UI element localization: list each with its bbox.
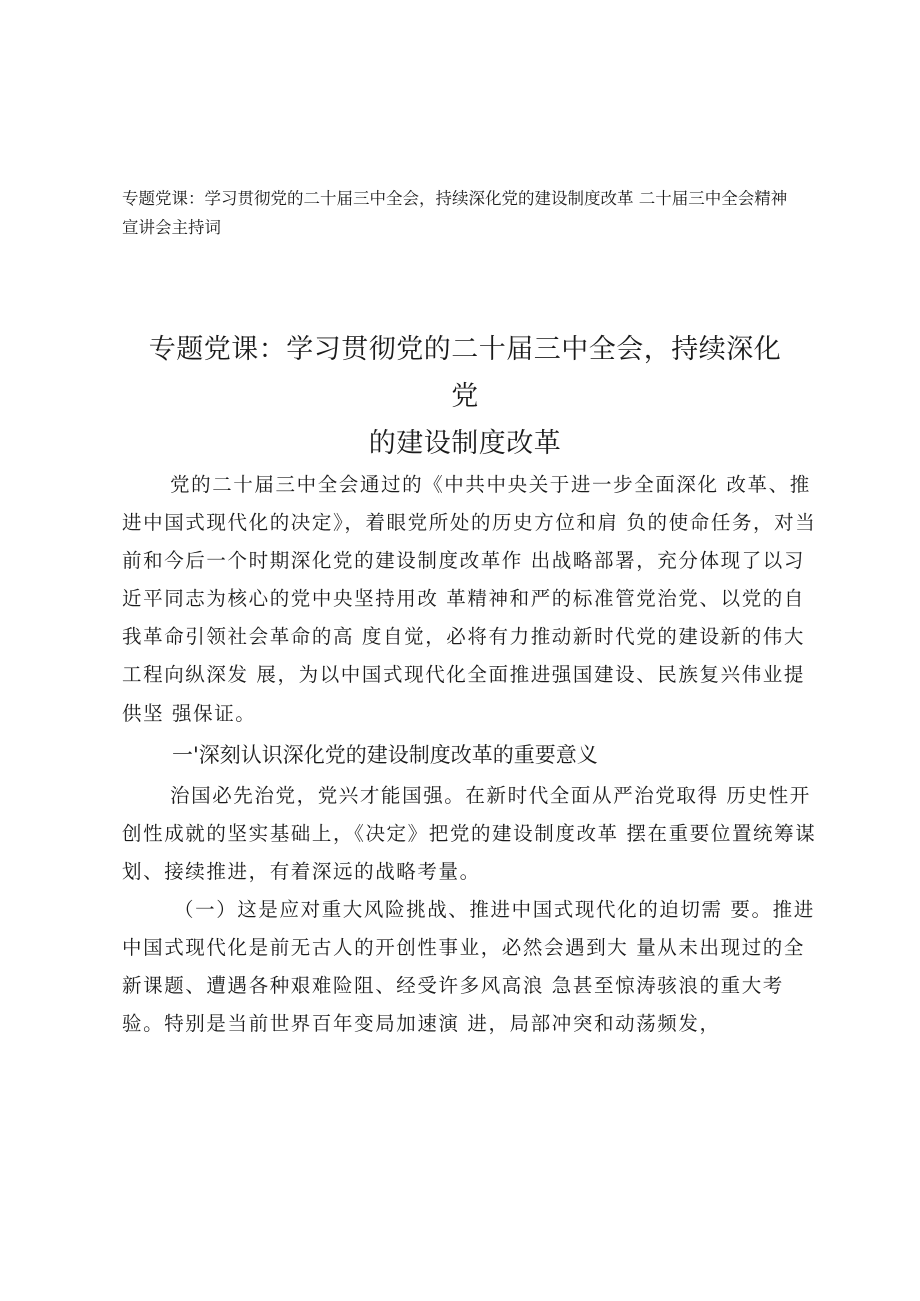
subsection-paragraph: （一）这是应对重大风险挑战、推进中国式现代化的迫切需 要。推进中国式现代化是前无古人的开创性事业，必然会遇到大 量从未出现过的全新课题、遭遇各种艰难险阻、经受许多风高浪 急甚至惊涛骇浪的重大考验。特别是当前世界百年变局加速演 进，局部冲突和动荡频发， bbox=[122, 897, 815, 1036]
document-header bbox=[122, 184, 822, 242]
header-line-2: 宣讲会主持词 bbox=[122, 218, 221, 237]
document-body bbox=[122, 466, 818, 1043]
section-heading: 一'深刻认识深化党的建设制度改革的重要意义 bbox=[172, 742, 598, 767]
header-line-1: 专题党课：学习贯彻党的二十届三中全会，持续深化党的建设制度改革 二十届三中全会精神 bbox=[122, 189, 788, 208]
title-line-1: 专题党课：学习贯彻党的二十届三中全会，持续深化党 bbox=[148, 334, 782, 412]
document-title bbox=[140, 326, 790, 467]
title-line-2: 的建设制度改革 bbox=[368, 428, 562, 459]
body-paragraph: 治国必先治党，党兴才能国强。在新时代全面从严治党取得 历史性开创性成就的坚实基础上，《决定》把党的建设制度改革 摆在重要位置统筹谋划、接续推进，有着深远的战略考量。 bbox=[122, 783, 817, 883]
intro-paragraph: 党的二十届三中全会通过的《中共中央关于进一步全面深化 改革、推进中国式现代化的决定》，着眼党所处的历史方位和肩 负的使命任务，对当前和今后一个时期深化党的建设制度改革作 出战略部署，充分体现了以习近平同志为核心的党中央坚持用改 革精神和严的标准管党治党、以党的自我革命引领社会革命的高 度自觉，必将有力推动新时代党的建设新的伟大工程向纵深发 展，为以中国式现代化全面推进强国建设、民族复兴伟业提供坚 强保证。 bbox=[122, 473, 817, 725]
